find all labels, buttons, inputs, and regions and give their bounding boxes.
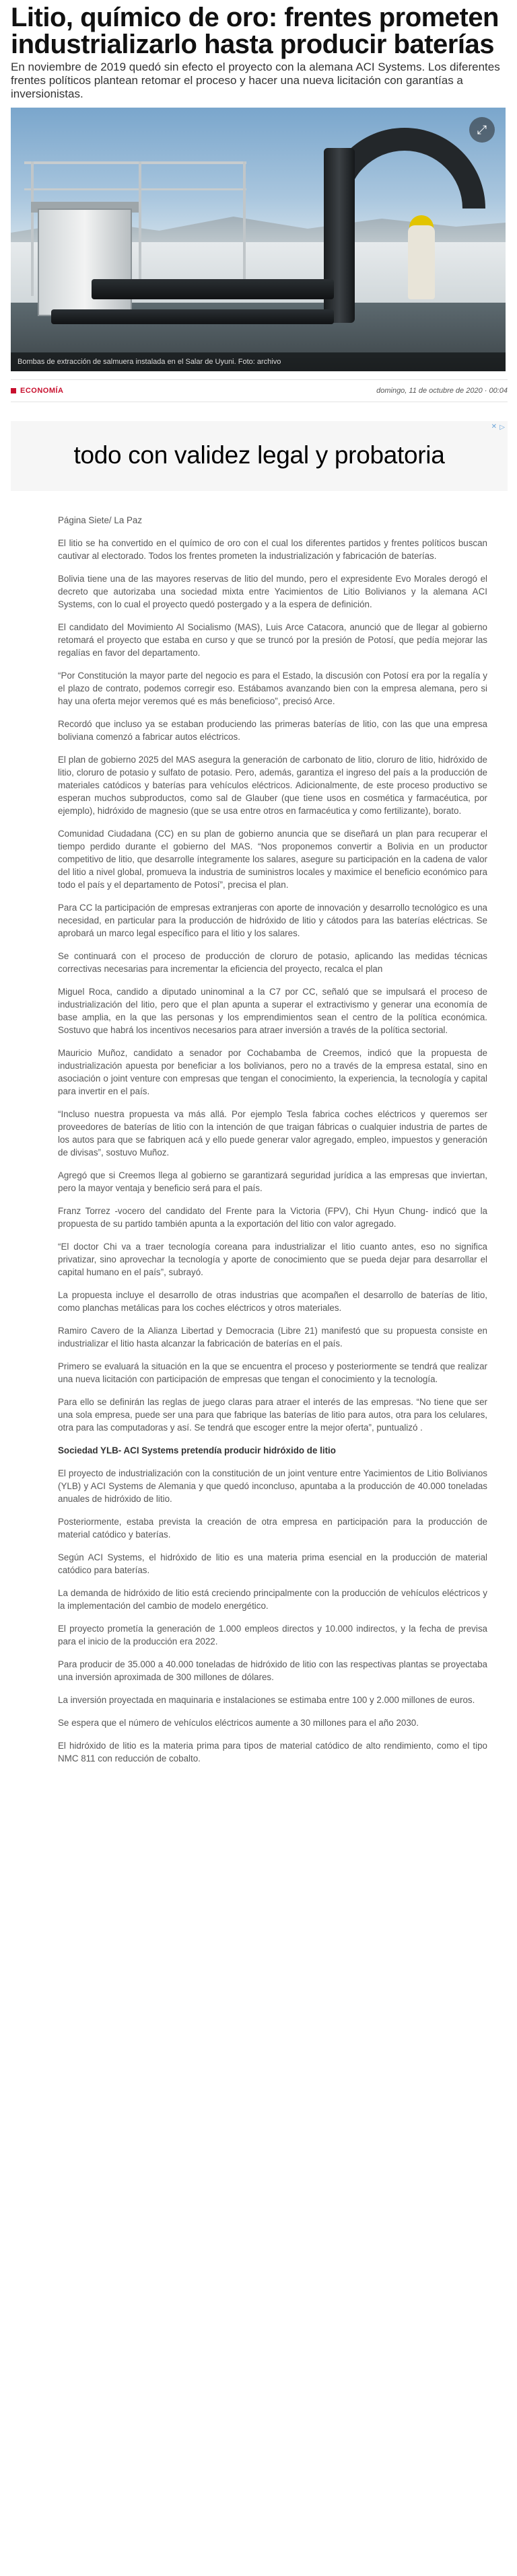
ad-close-icon[interactable]: ✕ xyxy=(491,423,497,430)
article-paragraph: Recordó que incluso ya se estaban produciendo las primeras baterías de litio, con las que una empresa boliviana comenzó a fabricar autos eléctricos. xyxy=(58,719,487,742)
article-paragraph: El proyecto prometía la generación de 1.000 empleos directos y 10.000 indirectos, y la fecha de previsa para el inicio de la producción era 2022. xyxy=(58,1624,487,1646)
article-paragraph: El hidróxido de litio es la materia prima para tipos de material catódico de alto rendimiento, como el tipo NMC 811 con reducción de cobalto. xyxy=(58,1741,487,1764)
article-paragraph: “Por Constitución la mayor parte del negocio es para el Estado, la discusión con Potosí era por la regalía y el plazo de contrato, podemos corregir eso. Estábamos avanzando bien con la empresa alemana, pero si hay una oferta mejor veremos qué es más beneficioso”, precisó Arce. xyxy=(58,671,487,706)
article-paragraph: El litio se ha convertido en el químico de oro con el cual los diferentes partidos y frentes políticos buscan cautivar al electorado. Todos los frentes prometen la industrialización y fabricación de baterías. xyxy=(58,538,487,561)
article-paragraph: Miguel Roca, candido a diputado uninominal a la C7 por CC, señaló que se impulsará el proceso de industrialización del litio, pero que el plan apunta a superar el extractivismo y generar una economía de base amplia, en la que las personas y los emprendimientos sean el centro de la política económica. Sostuvo que habrá los incentivos necesarios para atraer inversión a través de la política sectorial. xyxy=(58,987,487,1035)
hero-post xyxy=(31,161,34,296)
hero-tank xyxy=(38,209,132,316)
article-paragraph: El plan de gobierno 2025 del MAS asegura la generación de carbonato de litio, cloruro de litio, hidróxido de litio, cloruro de potasio y sulfato de potasio. Pero, además, garantiza el ingreso del país a la producción de materiales catódicos y baterías para vehículos eléctricos. Adicionalmente, de este proceso productivo se esperan muchos subproductos, como sal de Glauber (que tiene usos en cosmética y farmacéutica, por ejemplo), hidróxido de magnesio (que se usa entre otros en farmacéutica y como fertilizante), borato. xyxy=(58,755,487,816)
article-meta xyxy=(11,379,508,402)
article-paragraph: El candidato del Movimiento Al Socialismo (MAS), Luis Arce Catacora, anunció que de llegar al gobierno retomará el proyecto que estaba en curso y que se truncó por la presión de Potosí, que pedía mejorar las regalías en favor del departamento. xyxy=(58,622,487,658)
hero-worker xyxy=(408,225,435,299)
section-tag[interactable] xyxy=(11,387,64,395)
article-paragraph: Se espera que el número de vehículos eléctricos aumente a 30 millones para el año 2030. xyxy=(58,1718,419,1728)
article-paragraph: Agregó que si Creemos llega al gobierno se garantizará seguridad jurídica a las empresas que inviertan, pero la mayor ventaja y beneficio será para el país. xyxy=(58,1170,487,1193)
hero-pipe-horizontal xyxy=(92,279,334,299)
article-paragraph: Comunidad Ciudadana (CC) en su plan de gobierno anuncia que se diseñará un plan para recuperar el tiempo perdido durante el gobierno del MAS. “Nos proponemos convertir a Bolivia en un productor competitivo de litio, que desarrolle íntegramente los salares, asegure su participación en la cadena de valor del litio a nivel global, promueva la industria de suministros locales y maximice el beneficio económico para todo el país y el departamento de Potosí”, precisa el plan. xyxy=(58,829,487,890)
article-paragraph: Se continuará con el proceso de producción de cloruro de potasio, aplicando las medidas técnicas correctivas necesarias para incrementar la eficiencia del proyecto, recalca el plan xyxy=(58,951,487,974)
ad-choices-icon[interactable]: ▷ xyxy=(499,424,505,431)
article-paragraph: La propuesta incluye el desarrollo de otras industrias que acompañen el desarrollo de baterías de litio, como planchas metálicas para los coches eléctricos y otros materiales. xyxy=(58,1290,487,1313)
article-lead: En noviembre de 2019 quedó sin efecto el proyecto con la alemana ACI Systems. Los diferentes frentes políticos plantean retomar el proceso y hacer una nueva licitación con garantías a inversionistas. xyxy=(11,61,500,100)
article-paragraph: Franz Torrez -vocero del candidato del Frente para la Victoria (FPV), Chi Hyun Chung- indicó que la propuesta de su partido también apunta a la exportación del litio con valor agregado. xyxy=(58,1206,487,1229)
article-body xyxy=(0,491,517,1765)
article-date: domingo, 11 de octubre de 2020 · 00:04 xyxy=(376,387,508,395)
article-paragraph: “El doctor Chi va a traer tecnología coreana para industrializar el litio cuanto antes, eso no significa privatizar, sino aprovechar la tecnología y aporte de conocimiento que se pueda dejar para desarrollar el capital humano en el país”, subrayó. xyxy=(58,1242,487,1277)
hero-railing xyxy=(24,161,246,164)
article-paragraph: Para CC la participación de empresas extranjeras con aporte de innovación y desarrollo tecnológico es una necesidad, en particular para la producción de hidróxido de litio y cátodos para las baterías eléctricas. Se aprobará un marco legal específico para el litio y los salares. xyxy=(58,903,487,938)
article-paragraph: “Incluso nuestra propuesta va más allá. Por ejemplo Tesla fabrica coches eléctricos y queremos ser proveedores de baterías de litio con la intención de que traigan fábricas o cualquier industria de partes de los autos para que se fabriquen acá y ello puede generar valor agregado, empleo, impuestos y generación de divisas”, sostuvo Muñoz. xyxy=(58,1109,487,1158)
section-square-icon xyxy=(11,388,16,393)
article-paragraph: Primero se evaluará la situación en la que se encuentra el proceso y posteriormente se tendrá que realizar una nueva licitación con participación de empresas que tengan el conocimiento y la tecnología. xyxy=(58,1361,487,1384)
article-paragraph: Ramiro Cavero de la Alianza Libertad y Democracia (Libre 21) manifestó que su propuesta consiste en industrializar el litio hasta alcanzar la fabricación de baterías en el país. xyxy=(58,1326,487,1349)
article-paragraph: La inversión proyectada en maquinaria e instalaciones se estimaba entre 100 y 2.000 millones de euros. xyxy=(58,1695,475,1705)
article-paragraph: El proyecto de industrialización con la constitución de un joint venture entre Yacimientos de Litio Bolivianos (YLB) y ACI Systems de Alemania y que quedó inconcluso, apuntaba a la producción de 40.000 toneladas anuales de hidróxido de litio. xyxy=(58,1468,487,1504)
article-paragraph: Posteriormente, estaba prevista la creación de otra empresa en participación para la producción de material catódico y baterías. xyxy=(58,1517,487,1540)
article-paragraph: Para ello se definirán las reglas de juego claras para atraer el interés de las empresas. “No tiene que ser una sola empresa, puede ser una para que fabrique las baterías de litio para autos, otra para los celulares, otra para las computadoras y así. Se tendrá que escoger entre la mejor oferta”, puntualizó . xyxy=(58,1397,487,1433)
article-title: Litio, químico de oro: frentes prometen industrializarlo hasta producir baterías xyxy=(11,3,499,59)
article-paragraph: Para producir de 35.000 a 40.000 toneladas de hidróxido de litio con las respectivas plantas se proyectaba una inversión aproximada de 300 millones de dólares. xyxy=(58,1659,487,1682)
hero-post xyxy=(139,161,141,296)
article-paragraph: Bolivia tiene una de las mayores reservas de litio del mundo, pero el expresidente Evo Morales derogó el decreto que autorizaba una sociedad mixta entre Yacimientos de Litio Bolivianos y la alemana ACI Systems, con lo cual el proyecto quedó postergado y a la espera de definición. xyxy=(58,574,487,609)
article-paragraph: Según ACI Systems, el hidróxido de litio es una materia prima esencial en la producción de material catódico para baterías. xyxy=(58,1552,487,1575)
hero-image[interactable] xyxy=(11,108,506,371)
advertisement-banner[interactable] xyxy=(11,421,508,491)
article-paragraph: La demanda de hidróxido de litio está creciendo principalmente con la producción de vehículos eléctricos y la implementación del cambio de modelo energético. xyxy=(58,1588,487,1611)
expand-icon[interactable]: ⤢ xyxy=(469,117,495,143)
hero-railing-lower xyxy=(24,188,246,190)
section-label: ECONOMÍA xyxy=(20,387,64,395)
hero-pipe-horizontal-lower xyxy=(51,309,334,324)
image-caption: Bombas de extracción de salmuera instalada en el Salar de Uyuni. Foto: archivo xyxy=(11,352,506,371)
article-subheading: Sociedad YLB- ACI Systems pretendía producir hidróxido de litio xyxy=(58,1445,336,1455)
article-paragraph: Mauricio Muñoz, candidato a senador por Cochabamba de Creemos, indicó que la propuesta de industrialización apuesta por beneficiar a los bolivianos, pero no a través de la empresa estatal, sino en asociación o joint venture con empresas que tengan el conocimiento, la experiencia, la tecnología y capital para invertir en el país. xyxy=(58,1048,487,1096)
ad-text: todo con validez legal y probatoria xyxy=(73,441,445,469)
hero-post xyxy=(243,161,246,296)
article-paragraph: Página Siete/ La Paz xyxy=(58,515,143,525)
